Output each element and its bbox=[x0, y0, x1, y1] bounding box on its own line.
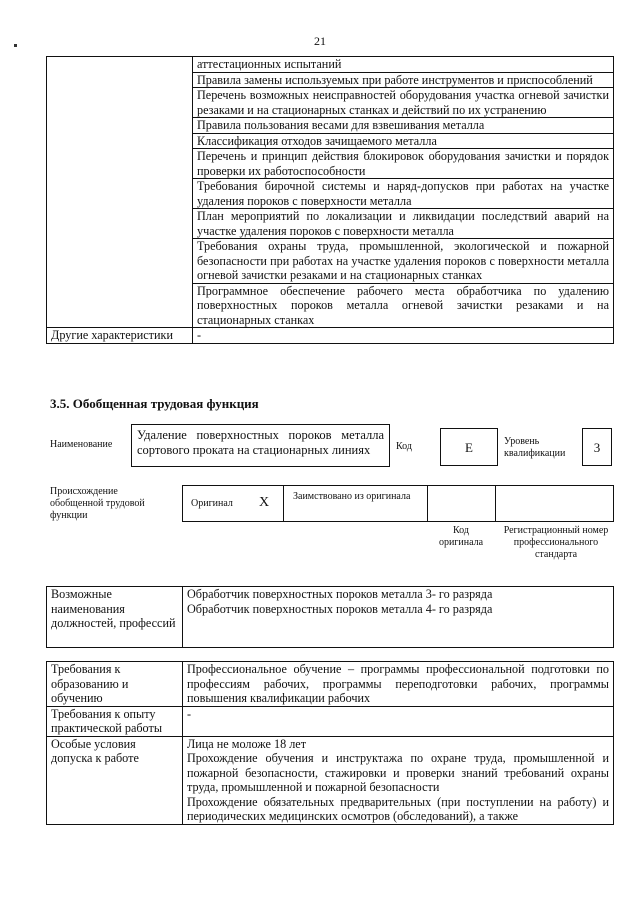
level-label: Уровень квалификации bbox=[504, 436, 566, 459]
condition-item: Лица не моложе 18 лет bbox=[187, 736, 307, 751]
row-text: Требования бирочной системы и наряд-допусков при работах на участке удаления пороков с поверхности металла bbox=[193, 179, 614, 209]
row-label bbox=[47, 149, 193, 179]
conditions-values bbox=[183, 736, 614, 824]
knowledge-row bbox=[47, 88, 614, 118]
origin-label: Происхождение обобщенной трудовой функции bbox=[50, 486, 145, 521]
row-text: Перечень и принцип действия блокировок оборудования зачистки и порядок проверки их работоспособности bbox=[193, 149, 614, 179]
knowledge-row bbox=[47, 149, 614, 179]
positions-values bbox=[183, 587, 614, 648]
positions-table bbox=[46, 586, 614, 648]
row-text: - bbox=[193, 328, 614, 344]
knowledge-row bbox=[47, 328, 614, 344]
knowledge-row bbox=[47, 133, 614, 149]
borrowed-label: Заимствовано из оригинала bbox=[293, 491, 411, 502]
row-label bbox=[47, 88, 193, 118]
row-label bbox=[47, 72, 193, 88]
row-label bbox=[47, 209, 193, 239]
row-label bbox=[47, 179, 193, 209]
section-title: 3.5. Обобщенная трудовая функция bbox=[50, 396, 259, 411]
condition-item: Прохождение обучения и инструктажа по охране труда, промышленной и пожарной безопасности, стажировки и проверки знаний требований охраны труда, промышленной и пожарной безопасности bbox=[187, 751, 609, 794]
education-label: Требования к образованию и обучению bbox=[47, 662, 183, 707]
knowledge-row bbox=[47, 72, 614, 88]
function-code-value: E bbox=[440, 428, 498, 466]
positions-label: Возможные наименования должностей, профессий bbox=[47, 587, 183, 648]
position-item: Обработчик поверхностных пороков металла 4- го разряда bbox=[187, 601, 493, 616]
row-text: Программное обеспечение рабочего места обработчика по удалению поверхностных пороков металла огневой зачистки резаками и на стационарных станках bbox=[193, 283, 614, 328]
function-name-value: Удаление поверхностных пороков металла сортового проката на стационарных линиях bbox=[131, 424, 390, 467]
row-label bbox=[47, 118, 193, 134]
knowledge-row bbox=[47, 209, 614, 239]
knowledge-row bbox=[47, 283, 614, 328]
knowledge-table bbox=[46, 56, 614, 344]
original-label: Оригинал bbox=[191, 498, 233, 509]
page-number: 21 bbox=[314, 34, 326, 48]
experience-label: Требования к опыту практической работы bbox=[47, 706, 183, 736]
row-label: Другие характеристики bbox=[47, 328, 193, 344]
row-label bbox=[47, 239, 193, 284]
condition-item: Прохождение обязательных предварительных (при поступлении на работу) и периодических медицинских осмотров (обследований), а также bbox=[187, 794, 609, 823]
code-caption: Код оригинала bbox=[438, 525, 484, 548]
requirements-table bbox=[46, 661, 614, 825]
knowledge-row bbox=[47, 179, 614, 209]
code-label: Код bbox=[396, 441, 412, 452]
education-value: Профессиональное обучение – программы профессиональной подготовки по профессиям рабочих, программы переподготовки рабочих, программы повышения квалификации рабочих bbox=[183, 662, 614, 707]
knowledge-row bbox=[47, 239, 614, 284]
knowledge-row bbox=[47, 118, 614, 134]
row-text: Перечень возможных неисправностей оборудования участка огневой зачистки резаками и на стационарных станках и действий по их устранению bbox=[193, 88, 614, 118]
experience-value: - bbox=[183, 706, 614, 736]
row-label bbox=[47, 133, 193, 149]
name-label: Наименование bbox=[50, 439, 113, 450]
row-label bbox=[47, 57, 193, 73]
row-label bbox=[47, 283, 193, 328]
level-value: 3 bbox=[582, 428, 612, 466]
row-text: аттестационных испытаний bbox=[193, 57, 614, 73]
knowledge-row bbox=[47, 57, 614, 73]
row-text: Классификация отходов зачищаемого металла bbox=[193, 133, 614, 149]
row-text: План мероприятий по локализации и ликвидации последствий аварий на участке удаления пороков с поверхности металла bbox=[193, 209, 614, 239]
origin-row bbox=[182, 485, 614, 522]
row-text: Правила пользования весами для взвешивания металла bbox=[193, 118, 614, 134]
row-text: Правила замены используемых при работе инструментов и приспособлений bbox=[193, 72, 614, 88]
original-mark: X bbox=[259, 495, 270, 510]
position-item: Обработчик поверхностных пороков металла 3- го разряда bbox=[187, 587, 493, 601]
scan-mark bbox=[14, 44, 17, 47]
reg-caption: Регистрационный номер профессионального стандарта bbox=[503, 525, 609, 560]
conditions-label: Особые условия допуска к работе bbox=[47, 736, 183, 824]
row-text: Требования охраны труда, промышленной, экологической и пожарной безопасности при работах на участке удаления пороков с поверхности металла огневой зачистки резаками и на стационарных станках bbox=[193, 239, 614, 284]
